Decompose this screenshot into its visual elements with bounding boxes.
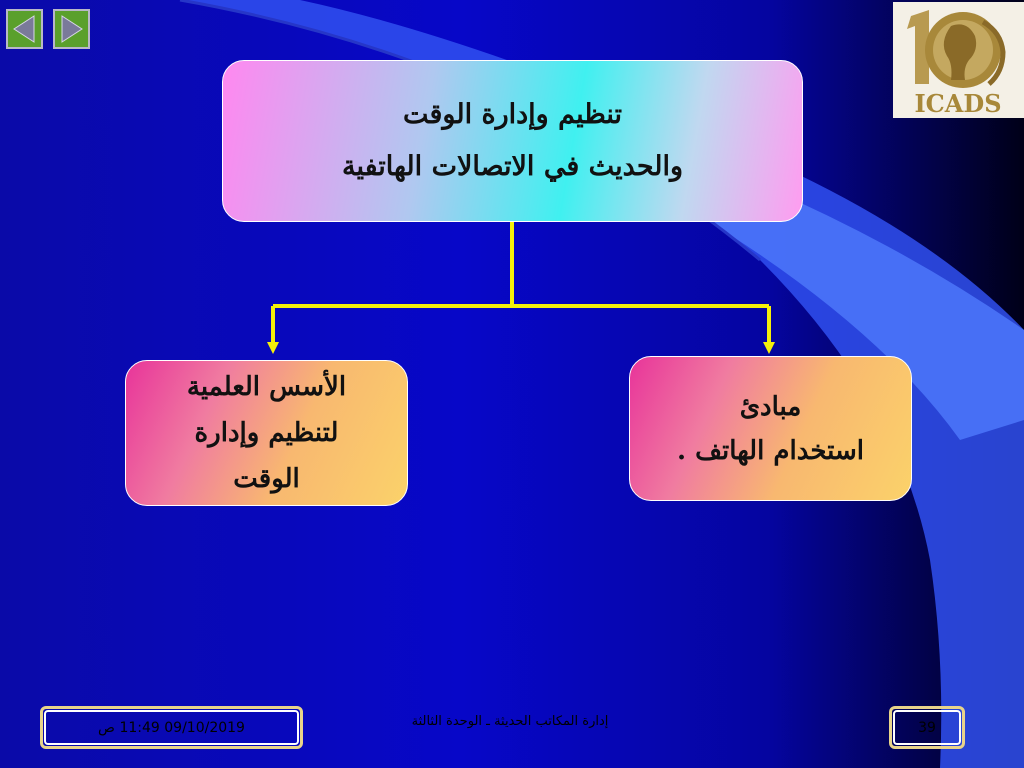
arrowhead-right (763, 342, 775, 354)
child-right-line-2: استخدام الهاتف . (677, 435, 864, 466)
root-line-1: تنظيم وإدارة الوقت (402, 99, 623, 130)
footer-page-number: 39 (918, 719, 936, 736)
diagram-child-node-phone-principles (629, 356, 912, 501)
logo-text: ICADS (914, 89, 1002, 118)
child-left-line-1: الأسس العلمية (186, 372, 347, 402)
arrowhead-left (267, 342, 279, 354)
child-left-line-2: لتنظيم وإدارة (194, 418, 339, 448)
child-left-line-3: الوقت (233, 464, 300, 494)
diagram-root-node (222, 60, 803, 222)
diagram-child-node-scientific-foundations (125, 360, 408, 506)
footer-date-box (40, 706, 303, 749)
child-right-line-1: مبادئ (739, 391, 802, 422)
root-line-2: والحديث في الاتصالات الهاتفية (341, 151, 684, 182)
footer-title: إدارة المكاتب الحديثة ـ الوحدة الثالثة (411, 714, 609, 729)
footer-date-time: 09/10/2019 11:49 ص (98, 719, 245, 736)
footer-page-box (889, 706, 965, 749)
